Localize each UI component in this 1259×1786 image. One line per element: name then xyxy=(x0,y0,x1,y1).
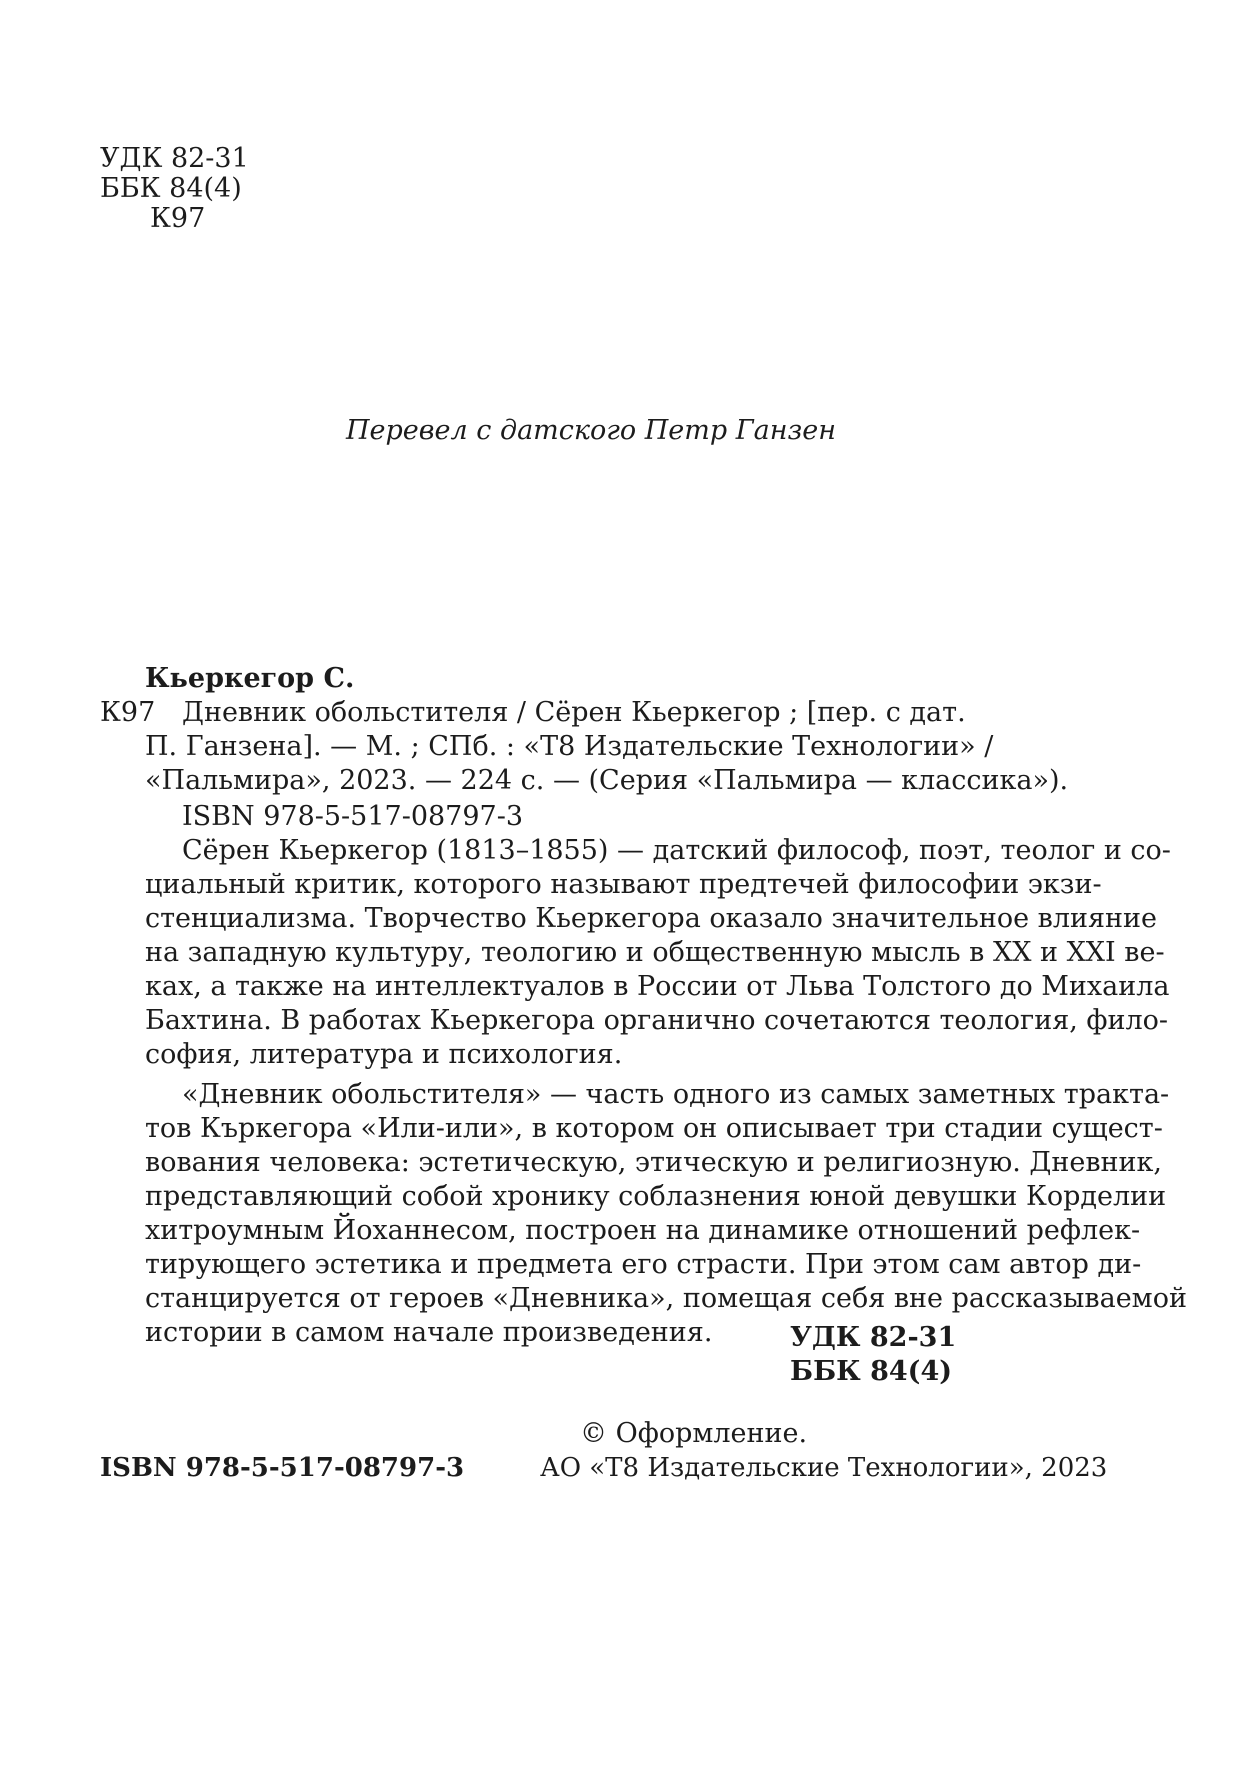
translator-line: Перевел с датского Петр Ганзен xyxy=(346,415,836,446)
bib-line: Дневник обольстителя / Сёрен Кьеркегор ; [пер. с дат. xyxy=(182,697,966,728)
catalog-isbn: ISBN 978-5-517-08797-3 xyxy=(182,801,524,832)
bottom-isbn: ISBN 978-5-517-08797-3 xyxy=(100,1453,465,1483)
annotation-line: софия, литература и психология. xyxy=(145,1039,623,1070)
annotation-line: истории в самом начале произведения. xyxy=(145,1317,713,1348)
bib-line: «Пальмира», 2023. — 224 с. — (Серия «Пальмира — классика»). xyxy=(145,765,1069,796)
annotation-line: хитроумным Йоханнесом, построен на динамике отношений рефлек- xyxy=(145,1215,1141,1246)
annotation-line: стенциализма. Творчество Кьеркегора оказало значительное влияние xyxy=(145,903,1158,934)
annotation-line: тов Къркегора «Или-или», в котором он описывает три стадии сущест- xyxy=(145,1113,1163,1144)
bibliographic-description xyxy=(182,695,966,731)
annotation-paragraph-1 xyxy=(145,833,1171,1100)
annotation-line: циальный критик, которого называют предтечей философии экзи- xyxy=(145,869,1102,900)
annotation-line: Сёрен Кьеркегор (1813–1855) — датский философ, поэт, теолог и со- xyxy=(182,835,1171,866)
header-bbk-code: ББК 84(4) xyxy=(100,173,242,204)
catalog-author-mark: К97 xyxy=(100,697,156,728)
bibliographic-description-cont xyxy=(145,729,1069,799)
copyright-line-1: © Оформление. xyxy=(580,1418,808,1449)
annotation-line: «Дневник обольстителя» — часть одного из самых заметных тракта- xyxy=(182,1079,1170,1110)
header-author-mark: К97 xyxy=(150,203,206,234)
footer-bbk-code: ББК 84(4) xyxy=(790,1356,953,1387)
author-heading: Кьеркегор С. xyxy=(145,663,355,694)
footer-udk-code: УДК 82-31 xyxy=(790,1322,957,1353)
annotation-line: на западную культуру, теологию и общественную мысль в XX и XXI ве- xyxy=(145,937,1165,968)
annotation-line: станцируется от героев «Дневника», помещая себя вне рассказываемой xyxy=(145,1283,1187,1314)
annotation-line: тирующего эстетика и предмета его страсти. При этом сам автор ди- xyxy=(145,1249,1142,1280)
bib-line: П. Ганзена]. — М. ; СПб. : «Т8 Издательские Технологии» / xyxy=(145,731,994,762)
annotation-line: вования человека: эстетическую, этическую и религиозную. Дневник, xyxy=(145,1147,1162,1178)
annotation-line: ках, а также на интеллектуалов в России от Льва Толстого до Михаила xyxy=(145,971,1170,1002)
annotation-line: Бахтина. В работах Кьеркегора органично сочетаются теология, фило- xyxy=(145,1005,1169,1036)
copyright-line-2: АО «Т8 Издательские Технологии», 2023 xyxy=(540,1453,1108,1483)
header-udk-code: УДК 82-31 xyxy=(100,143,249,174)
annotation-line: представляющий собой хронику соблазнения юной девушки Корделии xyxy=(145,1181,1167,1212)
